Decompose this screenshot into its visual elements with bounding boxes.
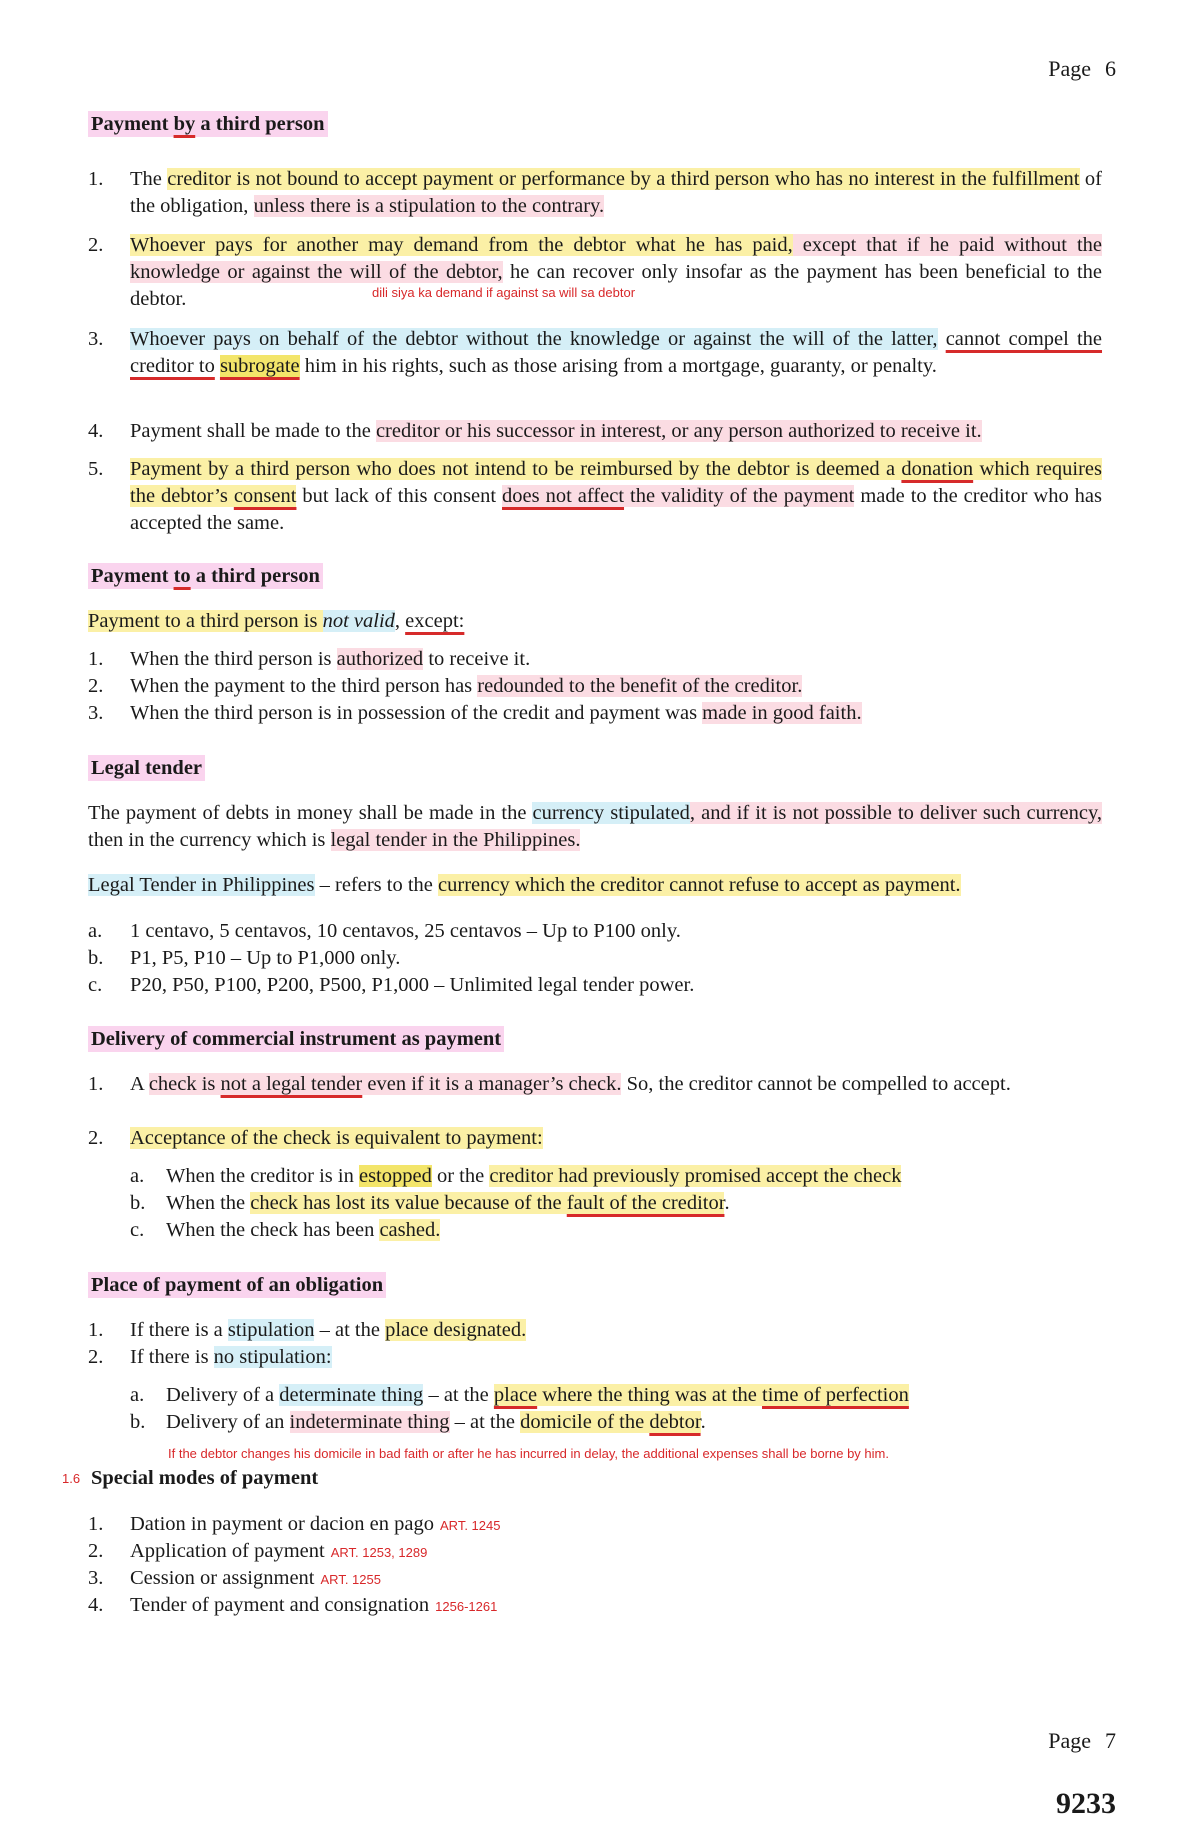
page-number: 6 xyxy=(1105,56,1116,81)
highlight: Whoever pays on behalf of the debtor without the knowledge or against the will of the latter, xyxy=(130,328,938,350)
text: The payment of debts in money shall be made in the xyxy=(88,802,533,824)
highlight: Whoever pays for another may demand from the debtor what he has paid, xyxy=(130,234,793,256)
handwritten-note: dili siya ka demand if against sa will sa debtor xyxy=(372,285,636,300)
highlight: creditor is not bound to accept payment or performance by a third person who has no interest in the fulfillment xyxy=(167,168,1080,190)
page-label: Page xyxy=(1048,56,1091,81)
text: When the third person is xyxy=(130,648,337,670)
heading-legal-tender: Legal tender xyxy=(88,755,205,781)
highlight: determinate thing xyxy=(279,1384,424,1406)
highlight: except that if he paid without the knowledge or against the will of the debtor, xyxy=(130,234,1102,283)
margin-note: 1.6 xyxy=(62,1471,81,1486)
list-item xyxy=(88,326,1102,380)
list-letter: b. xyxy=(130,1411,146,1433)
text: A xyxy=(130,1073,149,1095)
list-letter: b. xyxy=(88,947,104,969)
text: When the check has been xyxy=(166,1219,380,1241)
highlight: debtor xyxy=(649,1411,701,1433)
highlight: check has lost its value because of the xyxy=(250,1192,567,1214)
highlight: indeterminate thing xyxy=(289,1411,450,1433)
list-number: 2. xyxy=(88,1346,104,1368)
highlight: the validity of the payment xyxy=(624,485,855,507)
highlight: which requires the debtor’s xyxy=(130,458,1102,507)
text: 1 centavo, 5 centavos, 10 centavos, 25 centavos – Up to P100 only. xyxy=(130,920,681,942)
article-note: ART. 1255 xyxy=(320,1572,381,1587)
list-item xyxy=(88,166,1102,220)
text: The xyxy=(130,168,168,190)
highlight: creditor had previously promised accept the check xyxy=(489,1165,902,1187)
text: but lack of this consent xyxy=(296,485,503,507)
text: P20, P50, P100, P200, P500, P1,000 – Unlimited legal tender power. xyxy=(130,974,695,996)
text: – at the xyxy=(449,1411,521,1433)
sub-list-item xyxy=(130,1382,1102,1409)
list-letter: b. xyxy=(130,1192,146,1214)
sub-list-item xyxy=(130,1217,1102,1244)
text: then in the currency which is xyxy=(88,829,331,851)
heading-commercial-instrument: Delivery of commercial instrument as payment xyxy=(88,1026,504,1052)
list-item xyxy=(88,1071,1102,1098)
text: – at the xyxy=(423,1384,494,1406)
list-number: 3. xyxy=(88,1567,104,1589)
heading-text: a third person xyxy=(190,565,320,587)
list-item xyxy=(88,1317,1102,1344)
heading-underlined-word: by xyxy=(173,113,196,135)
list-item xyxy=(88,418,1102,445)
text: – refers to the xyxy=(314,874,439,896)
highlight: does not affect xyxy=(502,485,625,507)
highlight: consent xyxy=(233,485,297,507)
list-number: 4. xyxy=(88,1594,104,1616)
text: him in his rights, such as those arising from a mortgage, guaranty, or penalty. xyxy=(299,355,937,377)
text: Tender of payment and consignation xyxy=(130,1594,430,1616)
text: Payment shall be made to the xyxy=(130,420,376,442)
text: When the xyxy=(166,1192,251,1214)
highlight: cashed. xyxy=(379,1219,441,1241)
sub-list-item xyxy=(130,1409,1102,1436)
highlight: Acceptance of the check is equivalent to payment: xyxy=(130,1127,543,1149)
highlight: , and if it is not possible to deliver such currency, xyxy=(689,802,1102,824)
article-note: ART. 1253, 1289 xyxy=(330,1545,428,1560)
highlight: creditor or his successor in interest, or any person authorized to receive it. xyxy=(375,420,982,442)
text: or the xyxy=(431,1165,490,1187)
heading-text: Payment xyxy=(91,565,174,587)
list-letter: a. xyxy=(130,1165,145,1187)
heading-text: Payment xyxy=(91,113,174,135)
highlight: domicile of the xyxy=(520,1411,650,1433)
highlight: made in good faith. xyxy=(702,702,862,724)
text: – at the xyxy=(314,1319,386,1341)
article-note: ART. 1245 xyxy=(440,1518,501,1533)
highlight: not valid xyxy=(322,610,395,632)
page-number: 7 xyxy=(1105,1728,1116,1753)
page-number-top xyxy=(1034,56,1116,82)
highlight: legal tender in the Philippines. xyxy=(330,829,581,851)
text: Delivery of an xyxy=(166,1411,290,1433)
list-letter: c. xyxy=(130,1219,145,1241)
heading-underlined-word: to xyxy=(173,565,191,587)
list-number: 4. xyxy=(88,420,104,442)
list-number: 2. xyxy=(88,1540,104,1562)
list-letter: a. xyxy=(130,1384,145,1406)
list-number: 3. xyxy=(88,702,104,724)
list-item xyxy=(88,1511,1102,1539)
highlight: place designated. xyxy=(385,1319,527,1341)
text: When the payment to the third person has xyxy=(130,675,478,697)
highlight: authorized xyxy=(336,648,424,670)
handwritten-note: If the debtor changes his domicile in bad faith or after he has incurred in delay, the additional expenses shall be borne by him. xyxy=(168,1446,889,1461)
text: Cession or assignment xyxy=(130,1567,315,1589)
underlined-text: except: xyxy=(405,610,465,632)
text: When the creditor is in xyxy=(166,1165,359,1187)
highlight: fault of the creditor xyxy=(566,1192,725,1214)
list-item xyxy=(88,232,1102,313)
list-number: 1. xyxy=(88,1073,104,1095)
text: . xyxy=(700,1411,706,1433)
list-item xyxy=(88,1565,1102,1593)
highlight: currency which the creditor cannot refuse to accept as payment. xyxy=(438,874,961,896)
list-item xyxy=(88,1344,1102,1371)
heading-special-modes: Special modes of payment xyxy=(91,1467,319,1489)
highlight: redounded to the benefit of the creditor. xyxy=(477,675,803,697)
document-number: 9233 xyxy=(1056,1787,1116,1820)
list-number: 1. xyxy=(88,1319,104,1341)
list-number: 1. xyxy=(88,648,104,670)
text: to receive it. xyxy=(423,648,531,670)
list-item xyxy=(88,456,1102,537)
highlight: time of perfection xyxy=(762,1384,909,1406)
highlight: place xyxy=(493,1384,538,1406)
highlight: Payment by a third person who does not intend to be reimbursed by the debtor is deemed a xyxy=(130,458,902,480)
heading-place-of-payment: Place of payment of an obligation xyxy=(88,1272,386,1298)
list-item xyxy=(88,1538,1102,1566)
list-item xyxy=(88,1592,1102,1620)
heading-payment-by-third-person xyxy=(88,111,328,137)
text: So, the creditor cannot be compelled to accept. xyxy=(621,1073,1011,1095)
text: . xyxy=(724,1192,730,1214)
list-number: 1. xyxy=(88,1513,104,1535)
highlight: Payment to a third person is xyxy=(88,610,323,632)
heading-text: a third person xyxy=(195,113,325,135)
list-number: 3. xyxy=(88,328,104,350)
highlight: subrogate xyxy=(219,355,300,377)
list-item xyxy=(88,918,1102,945)
sub-list-item xyxy=(130,1163,1102,1190)
list-number: 2. xyxy=(88,1127,104,1149)
list-letter: c. xyxy=(88,974,103,996)
highlight: Legal Tender in Philippines xyxy=(88,874,315,896)
highlight: check is xyxy=(148,1073,221,1095)
underlined-text: cannot compel the creditor to xyxy=(130,328,1103,377)
highlight: donation xyxy=(901,458,974,480)
text: Dation in payment or dacion en pago xyxy=(130,1513,434,1535)
highlight: no stipulation: xyxy=(213,1346,332,1368)
text: made to the creditor who has accepted the same. xyxy=(130,485,1102,534)
page-number-bottom xyxy=(1034,1728,1116,1754)
highlight: unless there is a stipulation to the contrary. xyxy=(253,195,605,217)
sub-list-item xyxy=(130,1190,1102,1217)
text: If there is a xyxy=(130,1319,228,1341)
page-label: Page xyxy=(1048,1728,1091,1753)
text: Delivery of a xyxy=(166,1384,280,1406)
text: If there is xyxy=(130,1346,214,1368)
list-number: 2. xyxy=(88,675,104,697)
list-item xyxy=(88,1125,1102,1152)
text: When the third person is in possession of the credit and payment was xyxy=(130,702,703,724)
highlight: not a legal tender xyxy=(220,1073,363,1095)
text: P1, P5, P10 – Up to P1,000 only. xyxy=(130,947,401,969)
highlight: where the thing was at the xyxy=(537,1384,763,1406)
text: , xyxy=(394,610,406,632)
highlight: estopped xyxy=(358,1165,432,1187)
highlight: currency stipulated xyxy=(532,802,690,824)
list-item xyxy=(88,700,1102,727)
list-item xyxy=(88,972,1102,999)
text: he can recover only insofar as the payment has been beneficial to the debtor. xyxy=(130,261,1103,310)
text: Application of payment xyxy=(130,1540,325,1562)
heading-payment-to-third-person xyxy=(88,563,323,589)
paragraph xyxy=(88,872,1102,899)
highlight: stipulation xyxy=(227,1319,315,1341)
list-item xyxy=(88,673,1102,700)
paragraph xyxy=(88,800,1102,854)
article-note: 1256-1261 xyxy=(435,1599,498,1614)
list-item xyxy=(88,646,1102,673)
paragraph xyxy=(88,608,1102,635)
list-number: 1. xyxy=(88,168,104,190)
text xyxy=(938,328,946,350)
list-letter: a. xyxy=(88,920,103,942)
list-item xyxy=(88,945,1102,972)
list-number: 5. xyxy=(88,458,104,480)
list-number: 2. xyxy=(88,234,104,256)
highlight: even if it is a manager’s check. xyxy=(362,1073,622,1095)
text: of the obligation, xyxy=(130,168,1102,217)
